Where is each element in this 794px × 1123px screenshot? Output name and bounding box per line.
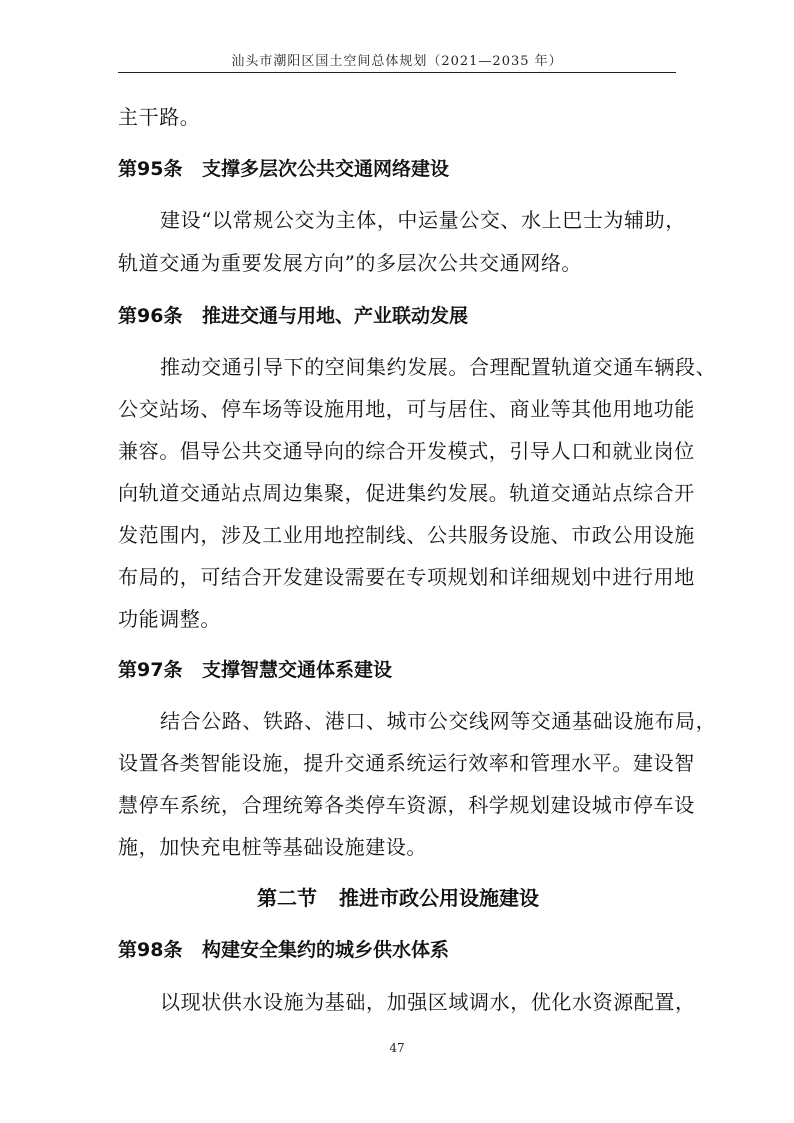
page-number: 47	[389, 1041, 405, 1055]
section-title: 推进市政公用设施建设	[339, 886, 539, 910]
article-96-heading	[118, 301, 678, 331]
article-98-heading	[118, 935, 678, 965]
body-line: 以现状供水设施为基础，加强区域调水，优化水资源配置，	[160, 990, 696, 1014]
body-line: 主干路。	[118, 105, 201, 129]
article-number: 第95条	[118, 158, 183, 180]
article-number: 第97条	[118, 659, 183, 681]
article-title: 支撑多层次公共交通网络建设	[202, 158, 450, 180]
body-line: 向轨道交通站点周边集聚，促进集约发展。轨道交通站点综合开	[118, 481, 695, 505]
body-line: 结合公路、铁路、港口、城市公交线网等交通基础设施布局，	[160, 709, 717, 733]
section-number: 第二节	[257, 886, 317, 910]
running-header: 汕头市潮阳区国土空间总体规划（2021—2035 年）	[231, 54, 563, 69]
body-line: 推动交通引导下的空间集约发展。合理配置轨道交通车辆段、	[160, 355, 717, 379]
body-line: 公交站场、停车场等设施用地，可与居住、商业等其他用地功能	[118, 397, 695, 421]
body-line: 功能调整。	[118, 607, 221, 631]
body-line: 建设“以常规公交为主体，中运量公交、水上巴士为辅助，	[160, 208, 686, 232]
article-number: 第98条	[118, 939, 183, 961]
body-line: 发范围内，涉及工业用地控制线、公共服务设施、市政公用设施	[118, 523, 695, 547]
article-97-heading	[118, 655, 678, 685]
article-title: 推进交通与用地、产业联动发展	[202, 305, 469, 327]
article-number: 第96条	[118, 305, 183, 327]
body-line: 轨道交通为重要发展方向”的多层次公共交通网络。	[118, 251, 583, 275]
body-line: 设置各类智能设施，提升交通系统运行效率和管理水平。建设智	[118, 751, 695, 775]
body-line: 布局的，可结合开发建设需要在专项规划和详细规划中进行用地	[118, 565, 695, 589]
header-rule	[118, 72, 676, 73]
body-line: 施，加快充电桩等基础设施建设。	[118, 835, 427, 859]
body-line: 慧停车系统，合理统筹各类停车资源，科学规划建设城市停车设	[118, 793, 695, 817]
article-95-heading	[118, 154, 678, 184]
body-line: 兼容。倡导公共交通导向的综合开发模式，引导人口和就业岗位	[118, 439, 695, 463]
article-title: 支撑智慧交通体系建设	[202, 659, 393, 681]
article-title: 构建安全集约的城乡供水体系	[202, 939, 450, 961]
section-heading	[118, 883, 678, 913]
